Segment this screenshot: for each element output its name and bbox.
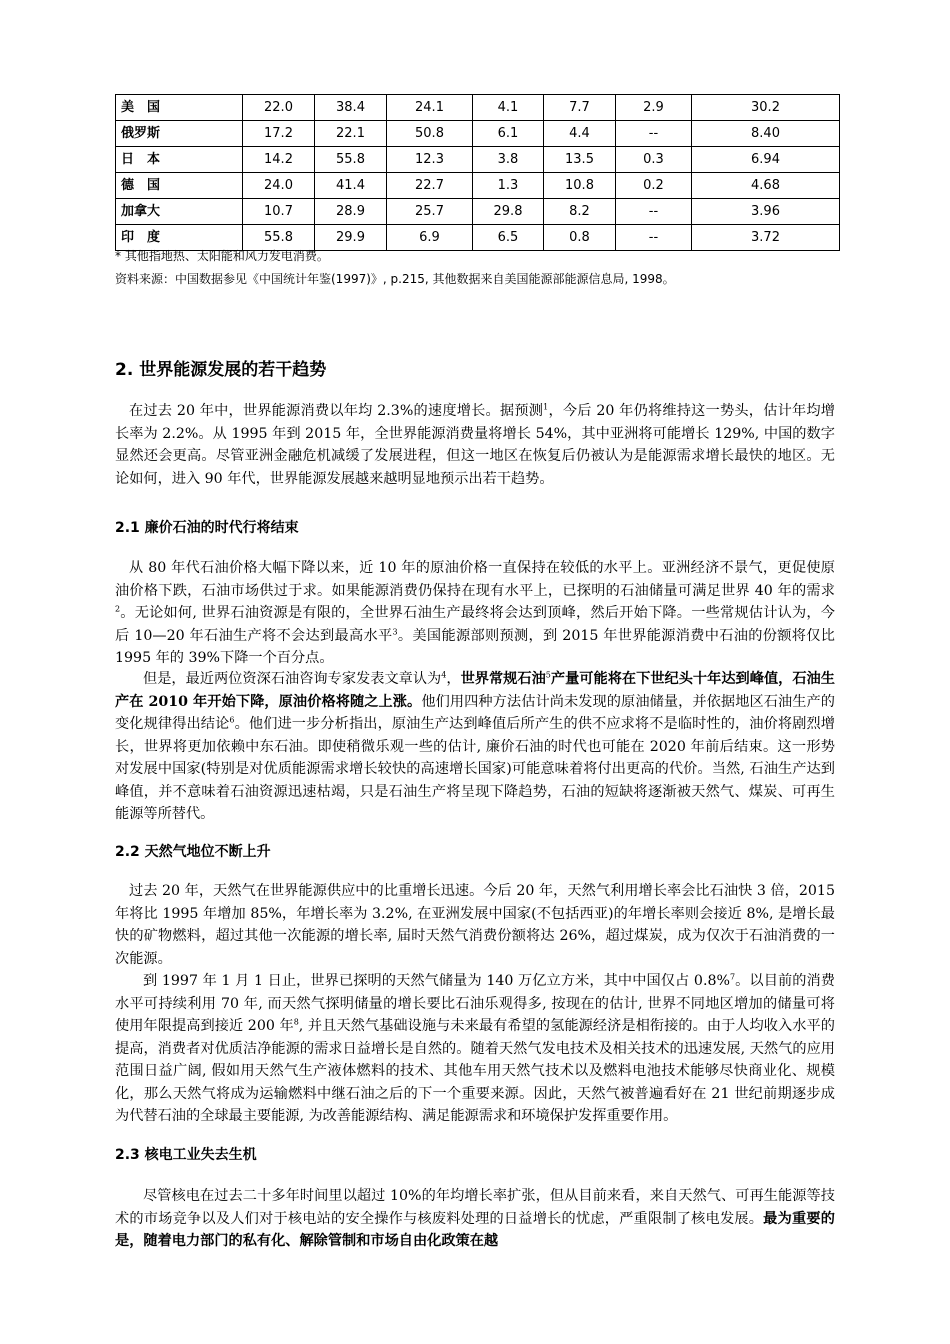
table-row <box>116 147 840 173</box>
value-cell: 3.72 <box>692 225 840 251</box>
value-cell: 28.9 <box>315 199 387 225</box>
section2-intro: 在过去 20 年中，世界能源消费以年均 2.3%的速度增长。据预测$^1$，今后 20 年仍将维持这一势头，估计年均增长率为 2.2%。从 1995 年到 2015 年，全世界能源消费量将增长 54%，其中亚洲将可能增长 129%, 中国的数字显然还会更高。尽管亚洲金融危机减缓了发展进程，但这一地区在恢复后仍被认为是能源需求增长最快的地区。无论如何，进入 90 年代，世界能源发展越来越明显地预示出若干趋势。 <box>115 402 835 487</box>
value-cell: 14.2 <box>243 147 315 173</box>
value-cell: 22.7 <box>387 173 473 199</box>
value-cell: 6.1 <box>473 121 544 147</box>
s22-paragraph-2: 到 1997 年 1 月 1 日止，世界已探明的天然气储量为 140 万亿立方米，其中中国仅占 0.8%$^7$。以目前的消费水平可持续利用 70 年, 而天然气探明储量的增长要比石油乐观得多, 按现在的估计, 世界不同地区增加的储量可将使用年限提高到接近 200 年$^8$, 并且天然气基础设施与未来最有希望的氢能源经济是相衔接的。由于人均收入水平的提高，消费者对优质洁净能源的需求日益增长是自然的。随着天然气发电技术及相关技术的迅速发展, 天然气的应用范围日益广阔, 假如用天然气生产液体燃料的技术、其他车用天然气技术以及燃料电池技术能够尽快商业化、规模化，那么天然气将成为运输燃料中继石油之后的下一个重要来源。因此，天然气被普遍看好在 21 世纪前期逐步成为代替石油的全球最主要能源, 为改善能源结构、满足能源需求和环境保护发挥重要作用。 <box>115 972 835 1124</box>
value-cell: 24.0 <box>243 173 315 199</box>
value-cell: 41.4 <box>315 173 387 199</box>
value-cell: 50.8 <box>387 121 473 147</box>
value-cell: 6.5 <box>473 225 544 251</box>
value-cell: 0.2 <box>616 173 692 199</box>
value-cell: 6.94 <box>692 147 840 173</box>
energy-consumption-table <box>115 94 840 251</box>
value-cell: 6.9 <box>387 225 473 251</box>
country-cell: 加拿大 <box>116 199 243 225</box>
value-cell: -- <box>616 121 692 147</box>
value-cell: 30.2 <box>692 95 840 121</box>
s23-paragraph-1: 尽管核电在过去二十多年时间里以超过 10%的年均增长率扩张，但从目前来看，来自天然气、可再生能源等技术的市场竞争以及人们对于核电站的安全操作与核废料处理的日益增长的忧虑，严重限制了核电发展。最为重要的是，随着电力部门的私有化、解除管制和市场自由化政策在越 <box>115 1188 835 1249</box>
value-cell: 3.96 <box>692 199 840 225</box>
value-cell: 3.8 <box>473 147 544 173</box>
subsection-2-1-title: 2.1 廉价石油的时代行将结束 <box>115 520 299 536</box>
s21-paragraph-2: 但是，最近两位资深石油咨询专家发表文章认为$^4$，世界常规石油$^5$产量可能将在下世纪头十年达到峰值，石油生产在 2010 年开始下降，原油价格将随之上涨。他们用四种方法估计尚未发现的原油储量，并依据地区石油生产的变化规律得出结论$^6$。他们进一步分析指出，原油生产达到峰值后所产生的供不应求将不是临时性的，油价将剧烈增长，世界将更加依赖中东石油。即使稍微乐观一些的估计, 廉价石油的时代也可能在 2020 年前后结束。这一形势对发展中国家(特别是对优质能源需求增长较快的高速增长国家)可能意味着将付出更高的代价。当然, 石油生产达到峰值，并不意味着石油资源迅速枯竭，只是石油生产将呈现下降趋势，石油的短缺将逐渐被天然气、煤炭、可再生能源等所替代。 <box>115 670 835 822</box>
value-cell: 0.3 <box>616 147 692 173</box>
value-cell: 4.68 <box>692 173 840 199</box>
value-cell: 2.9 <box>616 95 692 121</box>
value-cell: 13.5 <box>544 147 616 173</box>
value-cell: 7.7 <box>544 95 616 121</box>
value-cell: 38.4 <box>315 95 387 121</box>
value-cell: 29.8 <box>473 199 544 225</box>
country-cell: 俄罗斯 <box>116 121 243 147</box>
value-cell: 8.2 <box>544 199 616 225</box>
subsection-2-2-title: 2.2 天然气地位不断上升 <box>115 844 271 860</box>
country-cell: 美 国 <box>116 95 243 121</box>
value-cell: 25.7 <box>387 199 473 225</box>
country-cell: 印 度 <box>116 225 243 251</box>
value-cell: 0.8 <box>544 225 616 251</box>
value-cell: 1.3 <box>473 173 544 199</box>
value-cell: 4.4 <box>544 121 616 147</box>
s22-paragraph-1: 过去 20 年，天然气在世界能源供应中的比重增长迅速。今后 20 年，天然气利用增长率会比石油快 3 倍，2015 年将比 1995 年增加 85%，年增长率为 3.2%, 在亚洲发展中国家(不包括西亚)的年增长率则会接近 8%, 是增长最快的矿物燃料，超过其他一次能源的增长率, 届时天然气消费份额将达 26%，超过煤炭，成为仅次于石油消费的一次能源。 <box>115 883 835 967</box>
value-cell: 17.2 <box>243 121 315 147</box>
section-title: 2. 世界能源发展的若干趋势 <box>115 360 327 380</box>
table-row <box>116 95 840 121</box>
value-cell: 22.1 <box>315 121 387 147</box>
s21-paragraph-1: 从 80 年代石油价格大幅下降以来，近 10 年的原油价格一直保持在较低的水平上。亚洲经济不景气，更促使原油价格下跌，石油市场供过于求。如果能源消费仍保持在现有水平上，已探明的石油储量可满足世界 40 年的需求$^2$。无论如何, 世界石油资源是有限的，全世界石油生产最终将会达到顶峰，然后开始下降。一些常规估计认为，今后 10—20 年石油生产将不会达到最高水平$^3$。美国能源部则预测，到 2015 年世界能源消费中石油的份额将仅比 1995 年的 39%下降一个百分点。 <box>115 560 835 666</box>
value-cell: -- <box>616 199 692 225</box>
value-cell: 10.8 <box>544 173 616 199</box>
table-row <box>116 173 840 199</box>
value-cell: 22.0 <box>243 95 315 121</box>
value-cell: -- <box>616 225 692 251</box>
value-cell: 55.8 <box>315 147 387 173</box>
table-row <box>116 121 840 147</box>
country-cell: 日 本 <box>116 147 243 173</box>
table-footnote: * 其他指地热、太阳能和风力发电消费。 <box>115 249 329 263</box>
value-cell: 4.1 <box>473 95 544 121</box>
subsection-2-3-title: 2.3 核电工业失去生机 <box>115 1147 257 1163</box>
value-cell: 10.7 <box>243 199 315 225</box>
value-cell: 55.8 <box>243 225 315 251</box>
value-cell: 29.9 <box>315 225 387 251</box>
value-cell: 24.1 <box>387 95 473 121</box>
table-row <box>116 199 840 225</box>
table-source: 资料来源：中国数据参见《中国统计年鉴(1997)》, p.215, 其他数据来自美国能源部能源信息局, 1998。 <box>115 272 675 286</box>
value-cell: 8.40 <box>692 121 840 147</box>
country-cell: 德 国 <box>116 173 243 199</box>
value-cell: 12.3 <box>387 147 473 173</box>
